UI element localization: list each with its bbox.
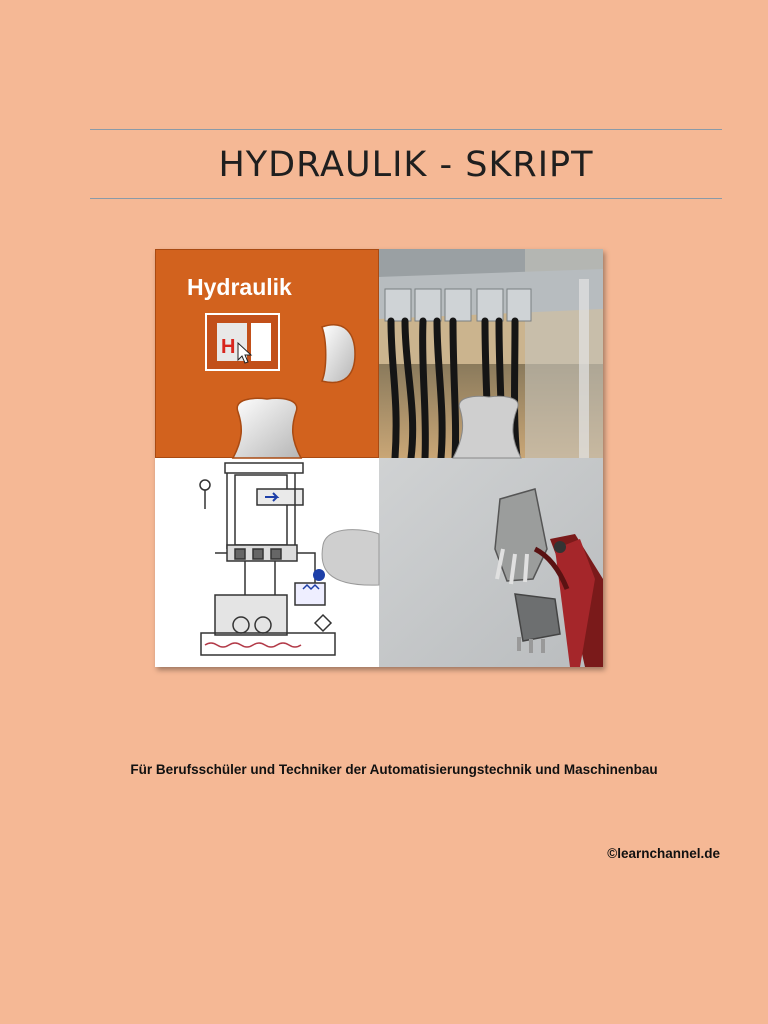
logo-label: Hydraulik <box>187 274 292 300</box>
logo-letter: H <box>221 336 236 358</box>
puzzle-knob-bottom <box>233 398 301 458</box>
document-title: HYDRAULIK - SKRIPT <box>218 145 594 185</box>
document-subtitle: Für Berufsschüler und Techniker der Automatisierungstechnik und Maschinenbau <box>130 762 658 777</box>
puzzle-knob-hoses <box>453 396 521 458</box>
h-logo-icon <box>206 314 279 370</box>
puzzle-knob-right <box>322 325 355 383</box>
copyright-notice: ©learnchannel.de <box>607 846 720 861</box>
top-rule <box>90 129 722 130</box>
bottom-rule <box>90 198 722 199</box>
cover-puzzle-image <box>155 249 603 667</box>
excavator-bucket-photo <box>379 458 603 667</box>
